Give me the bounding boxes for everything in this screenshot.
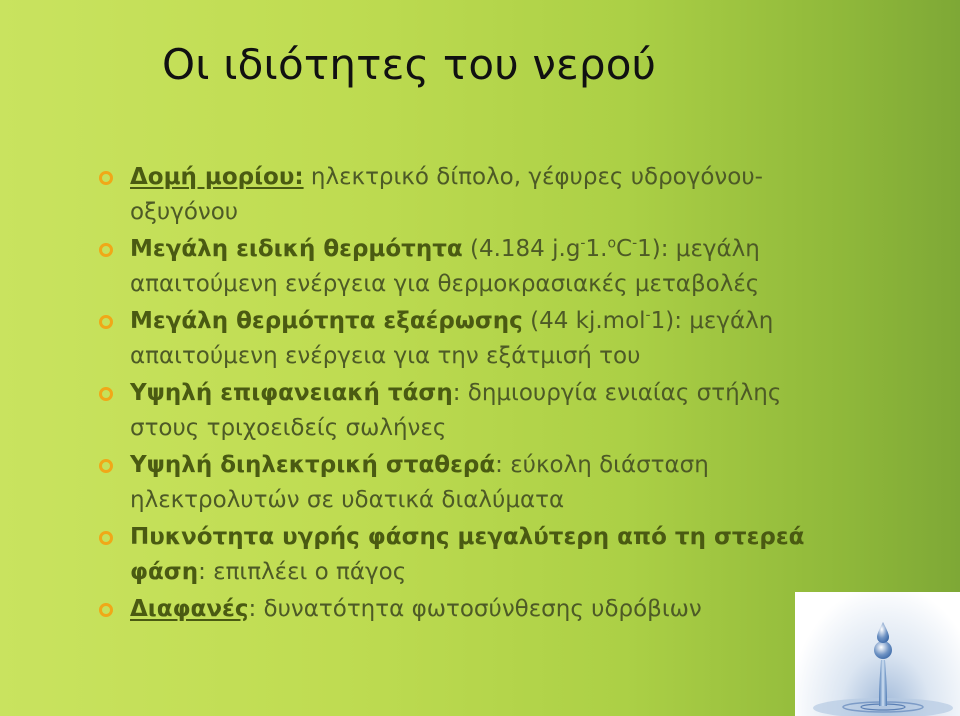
bullet-item xyxy=(96,520,856,590)
bullet-list xyxy=(96,160,856,629)
bullet-ring-icon xyxy=(98,170,114,186)
bullet-term: Διαφανές xyxy=(130,596,249,622)
bullet-term: Πυκνότητα υγρής φάσης μεγαλύτερη από τη στερεά φάση xyxy=(130,524,805,585)
superscript: - xyxy=(632,235,638,252)
bullet-ring-icon xyxy=(98,242,114,258)
bullet-ring-icon xyxy=(98,458,114,474)
slide-title: Οι ιδιότητες του νερού xyxy=(162,40,657,89)
bullet-item xyxy=(96,592,856,627)
water-drop-splash-icon xyxy=(795,592,960,716)
bullet-term: Μεγάλη θερμότητα εξαέρωσης xyxy=(130,308,523,334)
bullet-text: 1. xyxy=(585,236,608,262)
bullet-text: C xyxy=(616,236,633,262)
superscript: o xyxy=(607,235,617,252)
bullet-ring-icon xyxy=(98,314,114,330)
bullet-ring-icon xyxy=(98,530,114,546)
bullet-term: Υψηλή διηλεκτρική σταθερά xyxy=(130,452,496,478)
bullet-term: Δομή μορίου: xyxy=(130,164,304,190)
water-drop-photo xyxy=(795,592,960,716)
bullet-text: 1): μεγάλη απαιτούμενη ενέργεια για θερμοκρασιακές μεταβολές xyxy=(130,236,760,297)
bullet-text: (44 kj.mol xyxy=(522,308,646,334)
bullet-item xyxy=(96,160,856,230)
bullet-item xyxy=(96,304,856,374)
bullet-term: Υψηλή επιφανειακή τάση xyxy=(130,380,453,406)
bullet-text: 1): μεγάλη απαιτούμενη ενέργεια για την εξάτμισή του xyxy=(130,308,774,369)
bullet-item xyxy=(96,376,856,446)
bullet-ring-icon xyxy=(98,602,114,618)
bullet-text: : δημιουργία ενιαίας στήλης στους τριχοειδείς σωλήνες xyxy=(130,380,782,441)
bullet-text: : εύκολη διάσταση ηλεκτρολυτών σε υδατικά διαλύματα xyxy=(130,452,709,513)
bullet-text: : δυνατότητα φωτοσύνθεσης υδρόβιων xyxy=(248,596,702,622)
bullet-item xyxy=(96,232,856,302)
bullet-item xyxy=(96,448,856,518)
bullet-ring-icon xyxy=(98,386,114,402)
bullet-text: ηλεκτρικό δίπολο, γέφυρες υδρογόνου-οξυγόνου xyxy=(130,164,763,225)
superscript: - xyxy=(645,307,651,324)
bullet-text: : επιπλέει ο πάγος xyxy=(198,559,407,585)
superscript: - xyxy=(580,235,586,252)
bullet-term: Μεγάλη ειδική θερμότητα xyxy=(130,236,463,262)
bullet-text: (4.184 j.g xyxy=(462,236,581,262)
